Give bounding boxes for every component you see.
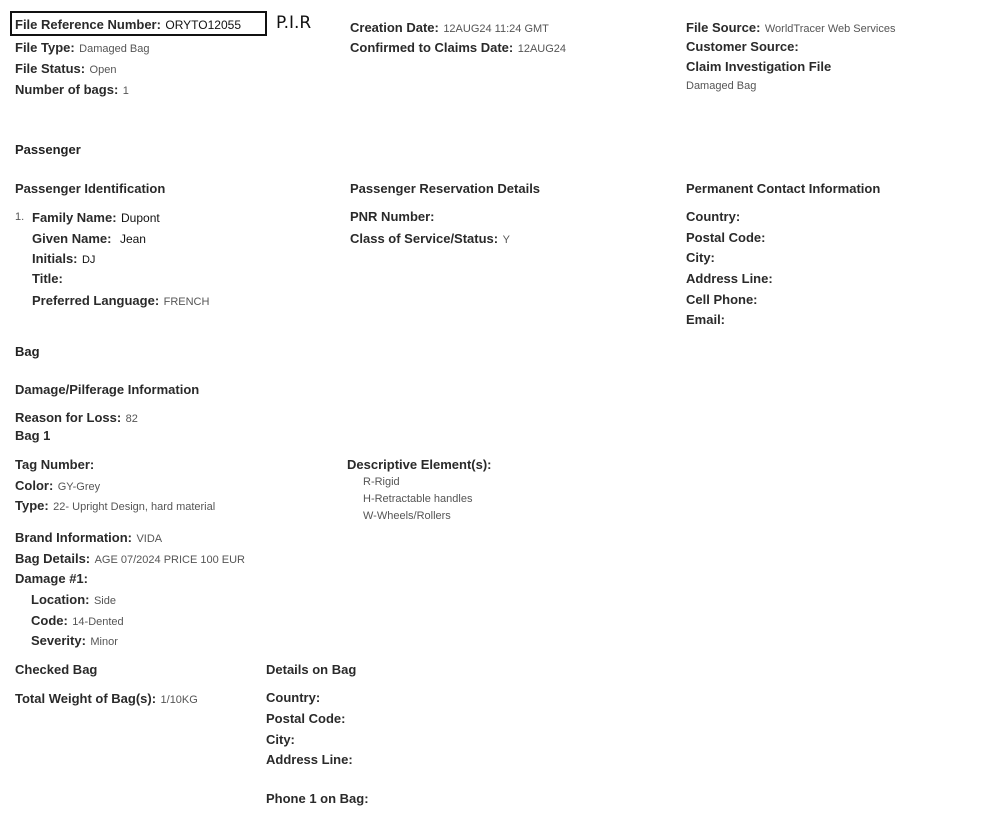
brand-information-value: VIDA bbox=[136, 533, 163, 545]
damage-severity bbox=[31, 632, 118, 650]
file-status-label: File Status: bbox=[15, 61, 86, 76]
pir-label: P.I.R bbox=[276, 13, 312, 33]
initials-value: DJ bbox=[81, 254, 96, 266]
damage-severity-value: Minor bbox=[90, 636, 118, 648]
initials-label: Initials: bbox=[32, 251, 78, 266]
file-source-value: WorldTracer Web Services bbox=[764, 23, 896, 35]
number-of-bags-value: 1 bbox=[122, 85, 129, 97]
brand-information-label: Brand Information: bbox=[15, 530, 132, 545]
damage-info-title: Damage/Pilferage Information bbox=[15, 382, 200, 397]
bag-number: Bag 1 bbox=[15, 428, 51, 443]
family-name-value: Dupont bbox=[121, 211, 160, 225]
file-reference-label: File Reference Number: bbox=[15, 17, 161, 32]
reason-for-loss bbox=[15, 409, 138, 427]
given-name bbox=[32, 230, 146, 248]
details-on-bag-title: Details on Bag bbox=[266, 662, 357, 677]
family-name bbox=[32, 209, 160, 227]
contact-postal-code-label: Postal Code: bbox=[686, 230, 766, 245]
total-weight bbox=[15, 690, 198, 708]
contact-cell-phone-label: Cell Phone: bbox=[686, 292, 758, 307]
damage-code-value: 14-Dented bbox=[72, 616, 124, 628]
contact-country-label: Country: bbox=[686, 209, 741, 224]
contact-address-label: Address Line: bbox=[686, 271, 773, 286]
file-source bbox=[686, 19, 895, 37]
descriptive-element: H-Retractable handles bbox=[363, 493, 473, 505]
bag-details-label: Bag Details: bbox=[15, 551, 91, 566]
contact-city-label: City: bbox=[686, 250, 715, 265]
checked-bag-title: Checked Bag bbox=[15, 662, 98, 677]
file-source-label: File Source: bbox=[686, 20, 761, 35]
creation-date bbox=[350, 19, 549, 37]
claim-investigation-value: Damaged Bag bbox=[686, 80, 757, 92]
pnr-label: PNR Number: bbox=[350, 209, 435, 224]
passenger-section-title: Passenger bbox=[15, 142, 81, 157]
bag-color-value: GY-Grey bbox=[57, 481, 101, 493]
descriptive-elements-label: Descriptive Element(s): bbox=[347, 457, 492, 472]
class-of-service-label: Class of Service/Status: bbox=[350, 231, 499, 246]
descriptive-element: W-Wheels/Rollers bbox=[363, 510, 451, 522]
class-of-service-value: Y bbox=[502, 234, 510, 246]
reservation-title: Passenger Reservation Details bbox=[350, 181, 541, 196]
damage-location-value: Side bbox=[93, 595, 116, 607]
bag-postal-code-label: Postal Code: bbox=[266, 711, 346, 726]
damage-code-label: Code: bbox=[31, 613, 68, 628]
tag-number-label: Tag Number: bbox=[15, 457, 95, 472]
damage-code bbox=[31, 612, 124, 630]
confirmed-date-label: Confirmed to Claims Date: bbox=[350, 40, 514, 55]
preferred-language-label: Preferred Language: bbox=[32, 293, 160, 308]
file-type-label: File Type: bbox=[15, 40, 75, 55]
contact-email-label: Email: bbox=[686, 312, 726, 327]
creation-date-label: Creation Date: bbox=[350, 20, 439, 35]
customer-source-label: Customer Source: bbox=[686, 39, 799, 54]
bag-country-label: Country: bbox=[266, 690, 321, 705]
preferred-language bbox=[32, 292, 209, 310]
file-status-value: Open bbox=[89, 64, 117, 76]
bag-color-label: Color: bbox=[15, 478, 54, 493]
number-of-bags bbox=[15, 81, 129, 99]
total-weight-value: 1/10KG bbox=[160, 694, 198, 706]
contact-title: Permanent Contact Information bbox=[686, 181, 881, 196]
bag-type-value: 22- Upright Design, hard material bbox=[53, 501, 216, 513]
reason-for-loss-label: Reason for Loss: bbox=[15, 410, 122, 425]
given-name-label: Given Name: bbox=[32, 231, 112, 246]
creation-date-value: 12AUG24 11:24 GMT bbox=[443, 23, 549, 35]
file-status bbox=[15, 60, 116, 78]
bag-details-value: AGE 07/2024 PRICE 100 EUR bbox=[94, 554, 246, 566]
file-type bbox=[15, 39, 150, 57]
damage-location-label: Location: bbox=[31, 592, 90, 607]
damage-severity-label: Severity: bbox=[31, 633, 86, 648]
total-weight-label: Total Weight of Bag(s): bbox=[15, 691, 157, 706]
initials bbox=[32, 250, 95, 268]
bag-details bbox=[15, 550, 245, 568]
bag-address-label: Address Line: bbox=[266, 752, 353, 767]
title-label: Title: bbox=[32, 271, 63, 286]
bag-type bbox=[15, 497, 215, 515]
given-name-value: Jean bbox=[119, 232, 146, 246]
file-type-value: Damaged Bag bbox=[79, 43, 150, 55]
number-of-bags-label: Number of bags: bbox=[15, 82, 119, 97]
reason-for-loss-value: 82 bbox=[125, 413, 138, 425]
confirmed-date-value: 12AUG24 bbox=[517, 43, 567, 55]
file-reference bbox=[15, 16, 241, 34]
bag-type-label: Type: bbox=[15, 498, 49, 513]
bag-phone-label: Phone 1 on Bag: bbox=[266, 791, 369, 806]
class-of-service bbox=[350, 230, 510, 248]
file-reference-value: ORYTO12055 bbox=[165, 18, 241, 32]
confirmed-date bbox=[350, 39, 566, 57]
passenger-item-number: 1. bbox=[15, 211, 25, 223]
descriptive-element: R-Rigid bbox=[363, 476, 400, 488]
bag-city-label: City: bbox=[266, 732, 295, 747]
passenger-identification-title: Passenger Identification bbox=[15, 181, 166, 196]
bag-section-title: Bag bbox=[15, 344, 40, 359]
family-name-label: Family Name: bbox=[32, 210, 117, 225]
damage-location bbox=[31, 591, 116, 609]
preferred-language-value: FRENCH bbox=[163, 296, 210, 308]
damage-label: Damage #1: bbox=[15, 571, 88, 586]
claim-investigation-label: Claim Investigation File bbox=[686, 59, 832, 74]
bag-color bbox=[15, 477, 100, 495]
brand-information bbox=[15, 529, 162, 547]
